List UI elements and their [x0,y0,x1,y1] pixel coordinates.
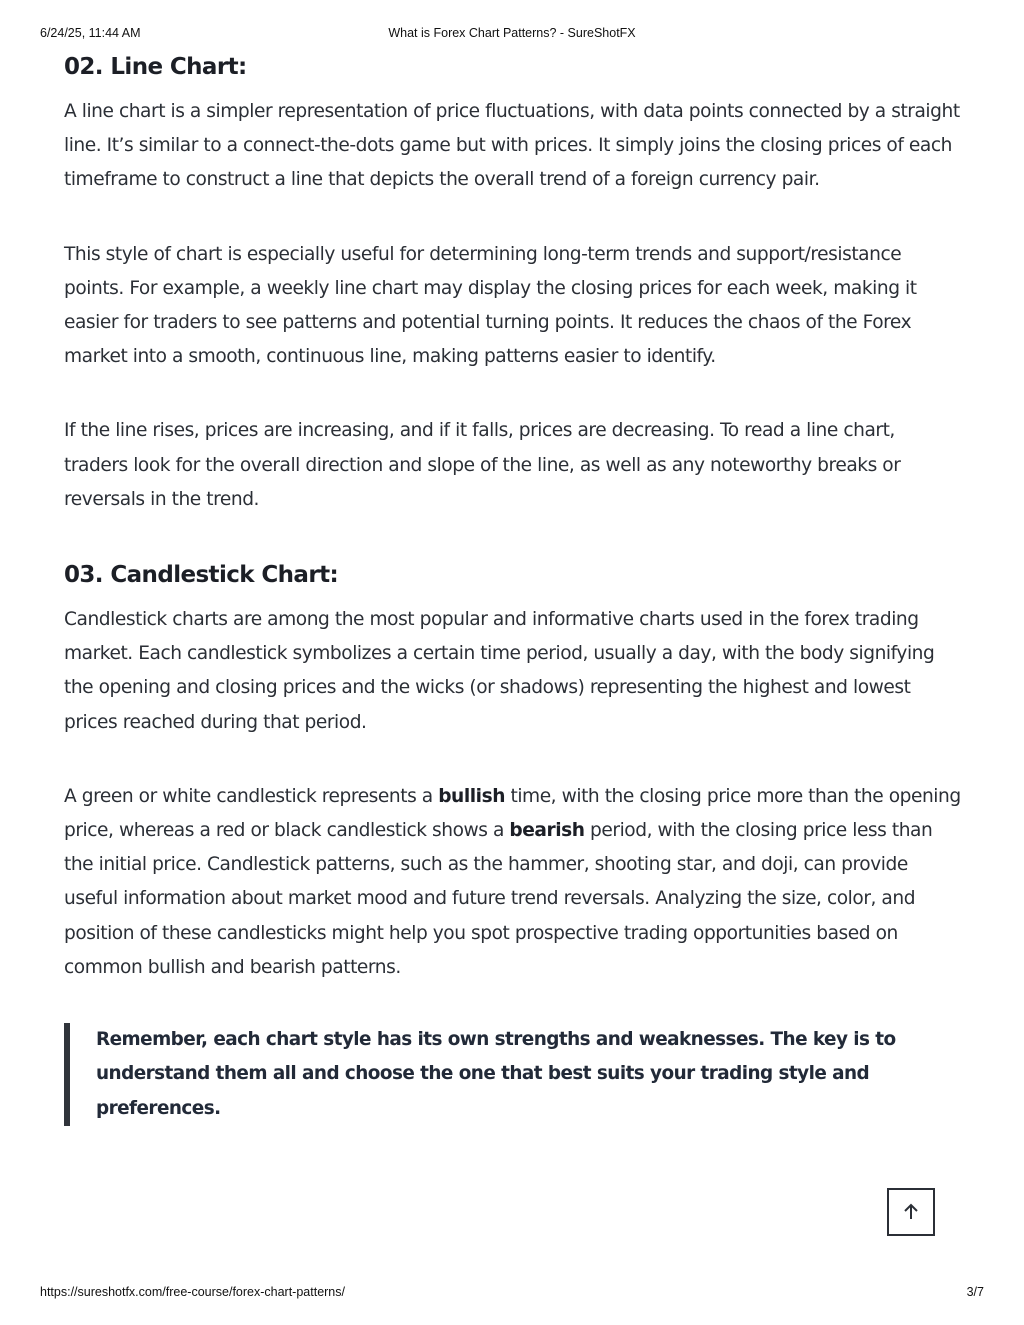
line-chart-paragraph-1: A line chart is a simpler representation of price fluctuations, with data points connected by a straight line. It’s similar to a connect-the-dots game but with prices. It simply joins the closing prices of each timeframe to construct a line that depicts the overall trend of a foreign currency pair. [64,101,960,191]
print-page-number: 3/7 [966,1285,984,1299]
callout-quote [64,1023,964,1126]
scroll-to-top-button[interactable] [887,1188,935,1236]
candlestick-paragraph-1: Candlestick charts are among the most popular and informative charts used in the forex trading market. Each candlestick symbolizes a certain time period, usually a day, with the body signifying the opening and closing prices and the wicks (or shadows) representing the highest and lowest prices reached during that period. [64,609,935,733]
candlestick-paragraph-2 [64,780,964,985]
line-chart-paragraph-2: This style of chart is especially useful for determining long-term trends and support/resistance points. For example, a weekly line chart may display the closing prices for each week, making it easier for traders to see patterns and potential turning points. It reduces the chaos of the Forex market into a smooth, continuous line, making patterns easier to identify. [64,243,917,368]
print-header [40,26,984,40]
print-date: 6/24/25, 11:44 AM [40,26,141,40]
article-content [64,51,964,1126]
candlestick-paragraph-2-text-c: period, with the closing price less than the initial price. Candlestick patterns, such as the hammer, shooting star, and doji, can provide useful information about market mood and future trend reversals. Analyzing the size, color, and position of these candlesticks might help you spot prospective trading opportunities based on common bullish and bearish patterns. [64,820,933,978]
section-heading-candlestick-chart: 03. Candlestick Chart: [64,562,339,589]
print-page-title: What is Forex Chart Patterns? - SureShotFX [388,26,636,40]
candlestick-paragraph-2-text-b: time, with the closing price more than the opening price, whereas a red or black candlestick shows a [64,785,961,842]
arrow-up-icon [901,1202,921,1222]
candlestick-paragraph-2-text-a: A green or white candlestick represents a [64,785,439,807]
print-footer [40,1285,984,1299]
line-chart-paragraph-3: If the line rises, prices are increasing, and if it falls, prices are decreasing. To read a line chart, traders look for the overall direction and slope of the line, as well as any noteworthy breaks or reversals in the trend. [64,420,901,510]
callout-text: Remember, each chart style has its own strengths and weaknesses. The key is to understand them all and choose the one that best suits your trading style and preferences. [96,1029,896,1119]
section-heading-line-chart: 02. Line Chart: [64,54,247,80]
print-url: https://sureshotfx.com/free-course/forex-chart-patterns/ [40,1285,345,1299]
bullish-term: bullish [438,785,506,807]
bearish-term: bearish [509,820,585,842]
